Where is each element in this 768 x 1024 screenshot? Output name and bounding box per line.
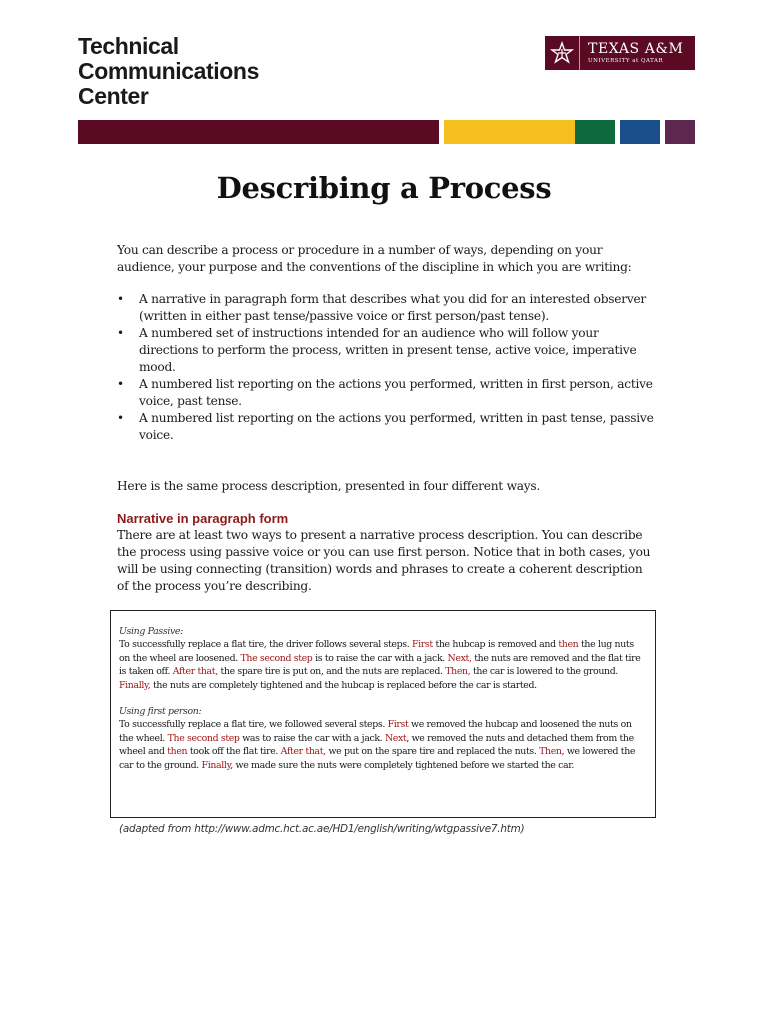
transition-word: The second step xyxy=(240,652,313,664)
color-bar-purple xyxy=(665,120,695,144)
transition-word: The second step xyxy=(167,732,240,744)
transition-word: Next, xyxy=(447,652,472,664)
text-run: is to raise the car with a jack. xyxy=(312,652,448,664)
text-run: took off the flat tire. xyxy=(187,746,281,758)
transition-word: Next xyxy=(384,732,407,744)
transition-word: Finally, xyxy=(119,679,151,691)
text-run: we removed the hubcap and loosened the nuts on the wheel. xyxy=(119,719,632,744)
color-bar-green xyxy=(575,120,615,144)
list-item: • A narrative in paragraph form that describes what you did for an interested observer (written in either past tense/passive voice or first person/past tense). xyxy=(117,291,657,325)
text-run: , we lowered the car to the ground. xyxy=(119,746,636,771)
tamu-subtitle: UNIVERSITY at QATAR xyxy=(588,57,664,64)
color-bar-blue xyxy=(620,120,660,144)
source-citation: (adapted from http://www.admc.hct.ac.ae/HD1/english/writing/wtgpassive7.htm) xyxy=(119,823,525,835)
first-person-label: Using first person: xyxy=(119,706,202,718)
text-run: was to raise the car with a jack. xyxy=(239,732,385,744)
text-run: we put on the spare tire and replaced the nuts. xyxy=(325,746,540,758)
text-run: the car is lowered to the ground. xyxy=(470,666,618,678)
text-run: , we removed the nuts and detached them from the wheel and xyxy=(119,732,634,758)
text-run: To successfully replace a flat tire, we followed several steps. xyxy=(119,719,388,731)
page-title: Describing a Process xyxy=(216,171,552,205)
list-item: • A numbered set of instructions intended for an audience who will follow your directions to perform the process, written in present tense, active voice, imperative mood. xyxy=(117,325,657,376)
transition-word: Then xyxy=(539,746,562,758)
logo-line-2: Communications xyxy=(78,58,259,84)
logo-line-1: Technical xyxy=(78,33,179,59)
texas-am-logo xyxy=(545,36,695,70)
same-process-line: Here is the same process description, presented in four different ways. xyxy=(117,479,541,493)
text-run: the nuts are completely tightened and the hubcap is replaced before the car is started. xyxy=(150,679,537,691)
transition-word: First xyxy=(387,719,409,731)
text-run: To successfully replace a flat tire, the driver follows several steps. xyxy=(119,639,412,651)
first-person-paragraph xyxy=(119,718,647,772)
transition-word: then xyxy=(558,639,579,651)
passive-label: Using Passive: xyxy=(119,626,183,637)
transition-word: Finally xyxy=(201,759,231,771)
logo-line-3: Center xyxy=(78,83,149,109)
section-paragraph: There are at least two ways to present a narrative process description. You can describe the process using passive voice or you can use first person. Notice that in both cases, you will be using connecting (transition) words and phrases to create a coherent description of the process you’re describing. xyxy=(117,528,651,593)
transition-word: Then, xyxy=(445,666,471,678)
passive-paragraph xyxy=(119,638,647,692)
bullet-list xyxy=(117,291,657,444)
text-run: the lug nuts on the wheel are loosened. xyxy=(119,639,634,664)
text-run: the spare tire is put on, and the nuts are replaced. xyxy=(217,666,446,678)
transition-word: After that, xyxy=(280,746,326,758)
text-run: , we made sure the nuts were completely tightened before we started the car. xyxy=(230,759,574,771)
transition-word: First xyxy=(411,639,433,651)
color-bar-maroon xyxy=(78,120,439,144)
text-run: the hubcap is removed and xyxy=(432,639,559,651)
list-item: • A numbered list reporting on the actions you performed, written in first person, active voice, past tense. xyxy=(117,376,657,410)
text-run: the nuts are removed and the flat tire is taken off. xyxy=(119,652,641,678)
list-item: • A numbered list reporting on the actions you performed, written in past tense, passive voice. xyxy=(117,410,657,444)
transition-word: After that, xyxy=(172,666,218,678)
tamu-name: TEXAS A&M xyxy=(588,40,684,57)
tamu-wordmark xyxy=(580,42,683,65)
tcc-logo xyxy=(78,34,259,109)
transition-word: then xyxy=(167,746,188,758)
intro-paragraph: You can describe a process or procedure in a number of ways, depending on your audience, your purpose and the conventions of the discipline in which you are writing: xyxy=(117,243,632,274)
section-heading: Narrative in paragraph form xyxy=(117,511,289,526)
example-box xyxy=(110,610,656,818)
tamu-star-icon xyxy=(545,36,580,70)
